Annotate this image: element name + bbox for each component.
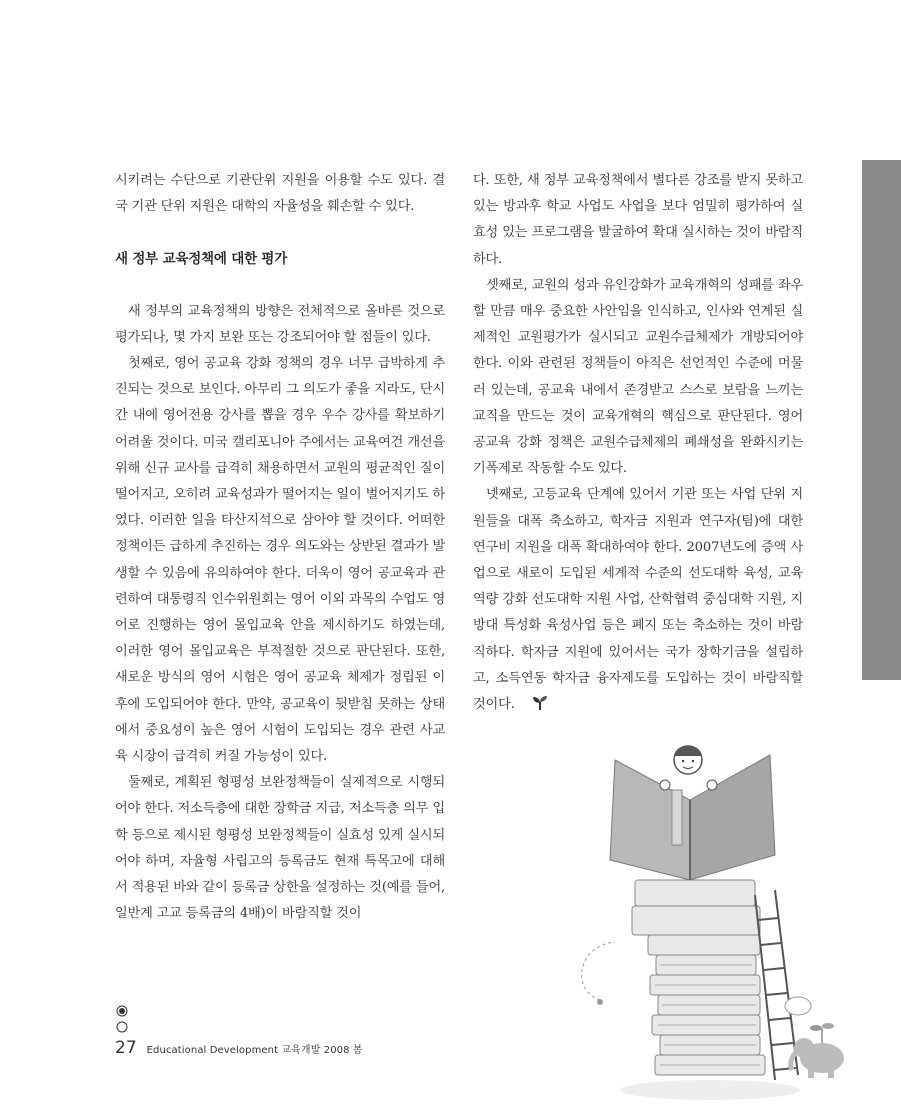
page-footer xyxy=(115,1038,363,1062)
paragraph xyxy=(473,482,803,720)
paragraph: 둘째로, 계획된 형평성 보완정책들이 실제적으로 시행되어야 한다. 저소득층에 대한 장학금 지급, 저소득층 의무 입학 등으로 제시된 형평성 보완정책들이 실효성 있게 실시되어야 하며, 자율형 사립고의 등록금도 현재 특목고에 대해서 적용된 바와 같이 등록금 상한을 설정하는 것(예를 들어, 일반계 고교 등록금의 4배)이 바람직할 것이 xyxy=(115,775,445,922)
paragraph: 첫째로, 영어 공교육 강화 정책의 경우 너무 급박하게 추진되는 것으로 보인다. 아무리 그 의도가 좋을 지라도, 단시간 내에 영어전용 강사를 뽑을 경우 우수 강사를 확보하기 어려울 것이다. 미국 캘리포니아 주에서는 교육여건 개선을 위해 신규 교사를 급격히 채용하면서 교원의 평균적인 질이 떨어지고, 오히려 교육성과가 떨어지는 일이 벌어지기도 하였다. 이러한 일을 타산지석으로 삼아야 할 것이다. 어떠한 정책이든 급하게 추진하는 경우 의도와는 상반된 결과가 발생할 수 있음에 유의하여야 한다. 더욱이 영어 공교육과 관련하여 대통령직 인수위원회는 영어 이외 과목의 수업도 영어로 진행하는 영어 몰입교육 안을 제시하기도 하였는데, 이러한 영어 몰입교육은 부적절한 것으로 판단된다. 또한, 새로운 방식의 영어 시험은 영어 공교육 체제가 정립된 이후에 도입되어야 한다. 만약, 공교육이 뒷받침 못하는 상태에서 중요성이 높은 영어 시험이 도입되는 경우 관련 사교육 시장이 급격히 커질 가능성이 있다. xyxy=(115,356,445,765)
empty-circle-icon xyxy=(116,1018,128,1037)
paragraph: 셋째로, 교원의 성과 유인강화가 교육개혁의 성패를 좌우할 만큼 매우 중요한 사안임을 인식하고, 인사와 연계된 실제적인 교원평가가 실시되고 교원수급체제가 개방되어야 한다. 이와 관련된 정책들이 아직은 선언적인 수준에 머물러 있는데, 공교육 내에서 존경받고 스스로 보람을 느끼는 교직을 만드는 것이 교육개혁의 핵심으로 판단된다. 영어 공교육 강화 정책은 교원수급체제의 폐쇄성을 완화시키는 기폭제로 작동할 수도 있다. xyxy=(473,277,803,477)
footer-text: Educational Development 교육개발 2008 봄 xyxy=(146,1045,363,1056)
paragraph: 새 정부의 교육정책의 방향은 전체적으로 올바른 것으로 평가되나, 몇 가지 보완 또는 강조되어야 할 점들이 있다. xyxy=(115,303,445,345)
paragraph: 시키려는 수단으로 기관단위 지원을 이용할 수도 있다. 결국 기관 단위 지원은 대학의 자율성을 훼손할 수 있다. xyxy=(115,173,445,215)
sprout-logo-icon xyxy=(519,694,548,720)
section-heading: 새 정부 교육정책에 대한 평가 xyxy=(115,251,288,268)
page-number: 27 xyxy=(115,1038,137,1058)
paragraph-text: 넷째로, 고등교육 단계에 있어서 기관 또는 사업 단위 지원들을 대폭 축소하고, 학자금 지원과 연구자(팀)에 대한 연구비 지원을 대폭 확대하여야 한다. 2007년도에 증액 사업으로 새로이 도입된 세계적 수준의 선도대학 육성, 교육역량 강화 선도대학 지원 사업, 산학협력 중심대학 지원, 지방대 특성화 육성사업 등은 폐지 또는 축소하는 것이 바람직하다. 학자금 지원에 있어서는 국가 장학기금을 설립하고, 소득연동 학자금 융자제도를 도입하는 것이 바람직할 것이다. xyxy=(473,487,803,713)
side-tab xyxy=(862,160,901,680)
right-column xyxy=(473,168,803,720)
left-column xyxy=(115,168,445,927)
person-reading-on-books-illustration xyxy=(560,730,890,1106)
paragraph: 다. 또한, 새 정부 교육정책에서 별다른 강조를 받지 못하고 있는 방과후 학교 사업도 사업을 보다 엄밀히 평가하여 실효성 있는 프로그램을 발굴하여 확대 실시하는 것이 바람직하다. xyxy=(473,173,803,267)
